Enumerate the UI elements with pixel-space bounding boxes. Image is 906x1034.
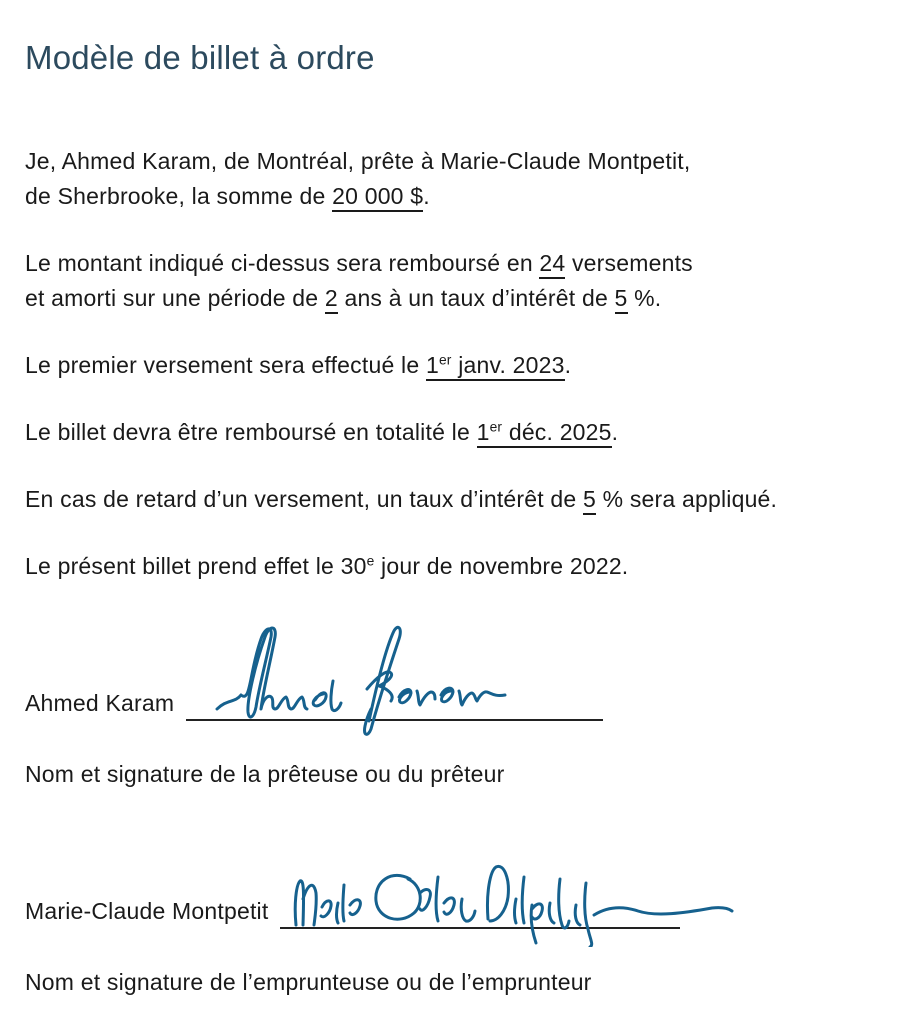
paragraph-full-repayment: Le billet devra être remboursé en totalité le 1er déc. 2025. <box>25 415 882 450</box>
paragraph-effective-date: Le présent billet prend effet le 30e jour de novembre 2022. <box>25 553 629 579</box>
borrower-signature-handwriting <box>288 847 738 947</box>
paragraph-first-payment: Le premier versement sera effectué le 1er janv. 2023. <box>25 348 882 383</box>
borrower-signature-row <box>25 894 882 929</box>
lender-signature-row <box>25 686 882 721</box>
lender-signature-handwriting <box>211 623 511 743</box>
lender-signature-line <box>186 686 603 721</box>
page-title: Modèle de billet à ordre <box>25 39 375 76</box>
borrower-name-label: Marie-Claude Montpetit <box>25 898 269 924</box>
lender-name-label: Ahmed Karam <box>25 690 175 716</box>
borrower-caption: Nom et signature de l’emprunteuse ou de l’emprunteur <box>25 969 592 995</box>
borrower-signature-line <box>280 894 680 929</box>
paragraph-loan-amount: Je, Ahmed Karam, de Montréal, prête à Marie-Claude Montpetit, de Sherbrooke, la somme de 20 000 $. <box>25 144 882 214</box>
paragraph-late-payment: En cas de retard d’un versement, un taux d’intérêt de 5 % sera appliqué. <box>25 482 882 517</box>
paragraph-repayment-terms: Le montant indiqué ci-dessus sera remboursé en 24 versements et amorti sur une période de 2 ans à un taux d’intérêt de 5 %. <box>25 246 882 316</box>
lender-caption: Nom et signature de la prêteuse ou du prêteur <box>25 761 505 787</box>
